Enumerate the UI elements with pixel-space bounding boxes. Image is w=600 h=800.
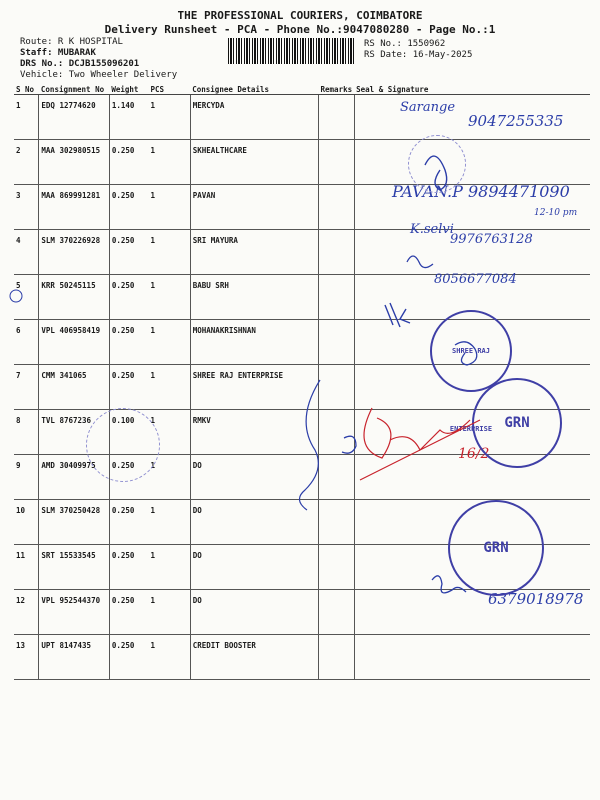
cell-consignment: SLM 370250428: [39, 500, 109, 545]
seal-shree-raj: SHREE RAJ ENTERPRISE: [430, 310, 512, 392]
cell-consignee: RMKV: [190, 410, 318, 455]
cell-weight: 0.250: [109, 140, 148, 185]
signature-row13: [432, 576, 466, 593]
cell-consignee: MOHANAKRISHNAN: [190, 320, 318, 365]
cell-consignee: SHREE RAJ ENTERPRISE: [190, 365, 318, 410]
cell-weight: 0.250: [109, 455, 148, 500]
header-seal: Seal & Signature: [354, 84, 590, 95]
cell-weight: 1.140: [109, 95, 148, 140]
cell-pcs: 1: [149, 230, 191, 275]
header-pcs: PCS: [149, 84, 191, 95]
cell-consignment: EDQ 12774620: [39, 95, 109, 140]
cell-weight: 0.250: [109, 230, 148, 275]
cell-pcs: 1: [149, 590, 191, 635]
cell-consignee: MERCYDA: [190, 95, 318, 140]
handwritten-phone-13: 6379018978: [488, 590, 584, 608]
cell-sno: 6: [14, 320, 39, 365]
handwritten-phone-5: 8056677084: [434, 272, 517, 287]
seal-rmkv-grn-1: GRN: [472, 378, 562, 468]
cell-pcs: 1: [149, 140, 191, 185]
cell-sno: 8: [14, 410, 39, 455]
cell-consignment: KRR 50245115: [39, 275, 109, 320]
cell-consignee: SRI MAYURA: [190, 230, 318, 275]
cell-consignment: VPL 406958419: [39, 320, 109, 365]
signature-row5: [407, 256, 433, 268]
cell-weight: 0.250: [109, 545, 148, 590]
cell-consignee: DO: [190, 455, 318, 500]
cell-sno: 3: [14, 185, 39, 230]
cell-consignment: SLM 370226928: [39, 230, 109, 275]
cell-sno: 7: [14, 365, 39, 410]
cell-consignment: SRT 15533545: [39, 545, 109, 590]
cell-consignee: CREDIT BOOSTER: [190, 635, 318, 680]
runsheet-title: Delivery Runsheet - PCA - Phone No.:9047080280 - Page No.:1: [104, 23, 496, 36]
cell-sno: 4: [14, 230, 39, 275]
cell-consignee: SKHEALTHCARE: [190, 140, 318, 185]
cell-pcs: 1: [149, 455, 191, 500]
handwritten-phone-pavan: PAVAN.P 9894471090: [392, 182, 570, 201]
cell-consignee: BABU SRH: [190, 275, 318, 320]
cell-pcs: 1: [149, 410, 191, 455]
cell-sno: 9: [14, 455, 39, 500]
drs-number: DRS No.: DCJB155096201: [20, 59, 140, 69]
cell-sno: 2: [14, 140, 39, 185]
handwritten-phone-selvi: 9976763128: [450, 232, 533, 247]
cell-weight: 0.250: [109, 590, 148, 635]
cell-pcs: 1: [149, 95, 191, 140]
cell-weight: 0.250: [109, 275, 148, 320]
red-scribble: [360, 408, 480, 480]
cell-sno: 12: [14, 590, 39, 635]
handwritten-red-note: 16/2: [458, 446, 490, 462]
staff-label: Staff: MUBARAK: [20, 48, 96, 58]
header-consignment: Consignment No: [39, 84, 109, 95]
cell-consignment: VPL 952544370: [39, 590, 109, 635]
cell-sno: 13: [14, 635, 39, 680]
header-consignee: Consignee Details: [190, 84, 318, 95]
rs-date: RS Date: 16-May-2025: [364, 50, 473, 60]
vehicle-label: Vehicle: Two Wheeler Delivery: [20, 70, 178, 80]
cell-consignee: DO: [190, 545, 318, 590]
cell-consignment: AMD 30409975: [39, 455, 109, 500]
bracket-scribble: [299, 380, 320, 510]
cell-weight: 0.250: [109, 365, 148, 410]
cell-pcs: 1: [149, 635, 191, 680]
cell-consignment: UPT 8147435: [39, 635, 109, 680]
cell-consignee: PAVAN: [190, 185, 318, 230]
cell-weight: 0.250: [109, 635, 148, 680]
signature-row10: [342, 436, 356, 453]
cell-sno: 10: [14, 500, 39, 545]
cell-weight: 0.250: [109, 500, 148, 545]
handwritten-name-selvi: K.selvi: [410, 222, 454, 237]
cell-sno: 1: [14, 95, 39, 140]
cell-pcs: 1: [149, 320, 191, 365]
cell-pcs: 1: [149, 500, 191, 545]
cell-weight: 0.250: [109, 185, 148, 230]
row6-circle: [10, 290, 22, 302]
cell-sno: 5: [14, 275, 39, 320]
company-name: THE PROFESSIONAL COURIERS, COIMBATORE: [177, 9, 423, 22]
handwritten-phone-1: 9047255335: [468, 112, 564, 130]
cell-consignee: DO: [190, 500, 318, 545]
cell-pcs: 1: [149, 185, 191, 230]
signature-row7: [455, 342, 477, 365]
cell-consignment: MAA 869991281: [39, 185, 109, 230]
cell-consignment: TVL 8767236: [39, 410, 109, 455]
header-sno: S No: [14, 84, 39, 95]
cell-pcs: 1: [149, 365, 191, 410]
route-label: Route: R K HOSPITAL: [20, 37, 123, 47]
header-weight: Weight: [109, 84, 148, 95]
cell-pcs: 1: [149, 545, 191, 590]
cell-consignee: DO: [190, 590, 318, 635]
cell-consignment: CMM 341065: [39, 365, 109, 410]
cell-sno: 11: [14, 545, 39, 590]
cell-consignment: MAA 302980515: [39, 140, 109, 185]
signature-row6: [385, 303, 410, 327]
handwritten-name-1: Sarange: [400, 100, 456, 115]
header-remarks: Remarks: [320, 84, 353, 94]
handwritten-time: 12-10 pm: [534, 208, 578, 218]
signature-row3: [425, 156, 447, 190]
cell-weight: 0.100: [109, 410, 148, 455]
cell-pcs: 1: [149, 275, 191, 320]
cell-weight: 0.250: [109, 320, 148, 365]
rs-number: RS No.: 1550962: [364, 39, 446, 49]
seal-rmkv-grn-2: GRN: [448, 500, 544, 596]
